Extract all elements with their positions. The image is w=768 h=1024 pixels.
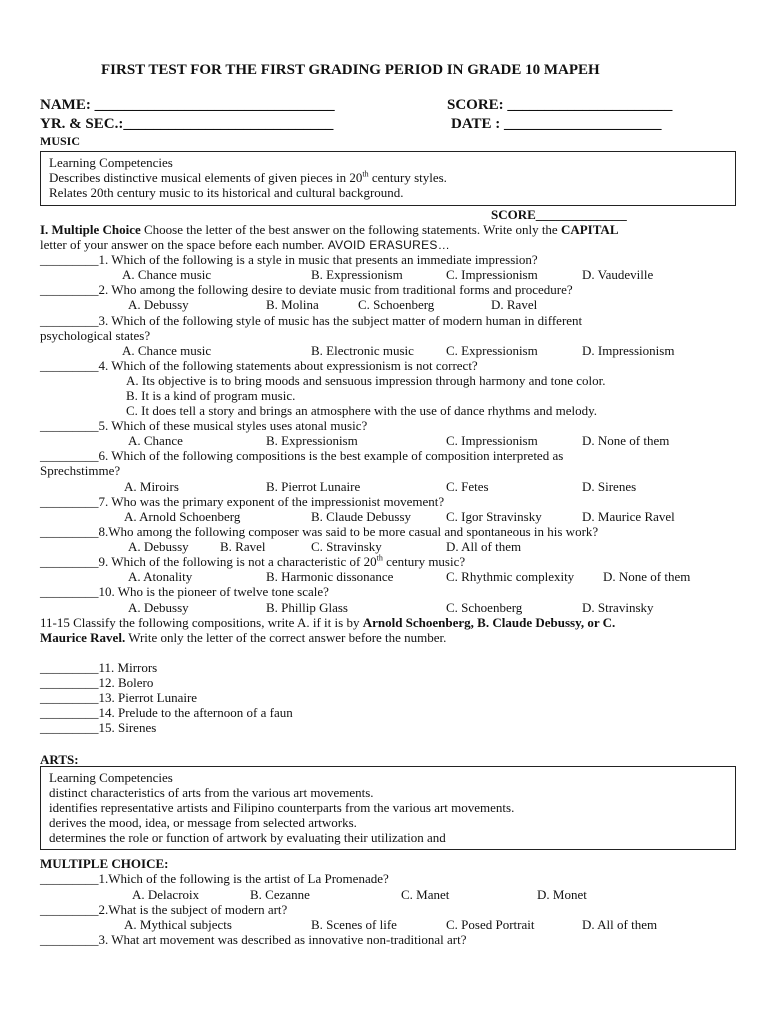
question-4: _________4. Which of the following statements about expressionism is not correct?: [40, 358, 478, 373]
competency-line: determines the role or function of artwork by evaluating their utilization and: [49, 830, 446, 845]
choice-b: B. Expressionism: [311, 267, 403, 282]
question-5: _________5. Which of these musical styles uses atonal music?: [40, 418, 368, 433]
instructions-cont: letter of your answer on the space before each number. AVOID ERASURES…: [40, 237, 450, 252]
classify-instructions: 11-15 Classify the following compositions, write A. if it is by Arnold Schoenberg, B. Claude Debussy, or C.: [40, 615, 616, 630]
choice-a: A. Chance music: [122, 267, 212, 282]
classify-item: _________11. Mirrors: [40, 660, 158, 675]
choice-c: C. Schoenberg: [358, 297, 435, 312]
choice-b: B. Ravel: [220, 539, 266, 554]
arts-mc-label: MULTIPLE CHOICE:: [40, 856, 169, 871]
choice-a: A. Debussy: [128, 600, 189, 615]
choice-c: C. Stravinsky: [311, 539, 382, 554]
question-9: _________9. Which of the following is not a characteristic of 20th century music?: [40, 553, 466, 569]
choice-d: D. Monet: [537, 887, 587, 902]
yr-sec-field[interactable]: YR. & SEC.:____________________________: [40, 116, 334, 132]
choice-c: C. Impressionism: [446, 433, 538, 448]
choice-b: B. Phillip Glass: [266, 600, 348, 615]
competencies-heading: Learning Competencies: [49, 155, 173, 170]
date-field[interactable]: DATE : _____________________: [451, 116, 662, 132]
choice-c: C. Expressionism: [446, 343, 538, 358]
question-3: _________3. Which of the following style of music has the subject matter of modern human in different: [40, 313, 583, 328]
choice-b: B. Expressionism: [266, 433, 358, 448]
question-6: _________6. Which of the following compositions is the best example of composition interpreted as: [40, 448, 564, 463]
choice-d: D. All of them: [582, 917, 658, 932]
instructions: I. Multiple Choice Choose the letter of the best answer on the following statements. Write only the CAPITAL: [40, 222, 619, 237]
choice-c: C. Impressionism: [446, 267, 538, 282]
choice-c: C. It does tell a story and brings an atmosphere with the use of dance rhythms and melody.: [126, 403, 598, 418]
choice-d: D. Impressionism: [582, 343, 675, 358]
score-line[interactable]: SCORE______________: [491, 207, 627, 222]
music-competencies-box: [40, 151, 736, 206]
name-field[interactable]: NAME: ________________________________: [40, 97, 335, 113]
choice-c: C. Posed Portrait: [446, 917, 535, 932]
choice-c: C. Rhythmic complexity: [446, 569, 575, 584]
choice-c: C. Schoenberg: [446, 600, 523, 615]
choice-b: B. Claude Debussy: [311, 509, 412, 524]
question-10: _________10. Who is the pioneer of twelve tone scale?: [40, 584, 329, 599]
choice-d: D. None of them: [603, 569, 691, 584]
choice-a: A. Miroirs: [124, 479, 179, 494]
question-3-cont: psychological states?: [40, 328, 151, 343]
arts-question-3: _________3. What art movement was described as innovative non-traditional art?: [40, 932, 467, 947]
score-field[interactable]: SCORE: ______________________: [447, 97, 673, 113]
classify-instructions-cont: Maurice Ravel. Write only the letter of the correct answer before the number.: [40, 630, 447, 645]
question-2: _________2. Who among the following desire to deviate music from traditional forms and procedure?: [40, 282, 573, 297]
competency-line: derives the mood, idea, or message from selected artworks.: [49, 815, 357, 830]
arts-section-label: ARTS:: [40, 752, 79, 767]
choice-a: A. Arnold Schoenberg: [124, 509, 241, 524]
choice-c: C. Fetes: [446, 479, 489, 494]
choice-b: B. Harmonic dissonance: [266, 569, 394, 584]
choice-a: A. Delacroix: [132, 887, 200, 902]
choice-c: C. Manet: [401, 887, 450, 902]
classify-item: _________15. Sirenes: [40, 720, 157, 735]
choice-b: B. It is a kind of program music.: [126, 388, 296, 403]
choice-a: A. Chance music: [122, 343, 212, 358]
arts-competencies-box: [40, 766, 736, 850]
choice-a: A. Debussy: [128, 539, 189, 554]
music-section-label: MUSIC: [40, 134, 81, 148]
choice-d: D. None of them: [582, 433, 670, 448]
choice-d: D. Maurice Ravel: [582, 509, 675, 524]
choice-d: D. Sirenes: [582, 479, 637, 494]
choice-b: B. Pierrot Lunaire: [266, 479, 361, 494]
question-7: _________7. Who was the primary exponent of the impressionist movement?: [40, 494, 445, 509]
choice-b: B. Scenes of life: [311, 917, 397, 932]
choice-b: B. Cezanne: [250, 887, 310, 902]
choice-d: D. All of them: [446, 539, 522, 554]
question-8: _________8.Who among the following composer was said to be more casual and spontaneous in his work?: [40, 524, 599, 539]
competency-line: Describes distinctive musical elements of given pieces in 20th century styles.: [49, 169, 447, 185]
competency-line: distinct characteristics of arts from the various art movements.: [49, 785, 374, 800]
page-title: FIRST TEST FOR THE FIRST GRADING PERIOD IN GRADE 10 MAPEH: [101, 62, 600, 78]
competencies-heading: Learning Competencies: [49, 770, 173, 785]
question-6-cont: Sprechstimme?: [40, 463, 121, 478]
arts-question-1: _________1.Which of the following is the artist of La Promenade?: [40, 871, 389, 886]
choice-a: A. Debussy: [128, 297, 189, 312]
choice-d: D. Vaudeville: [582, 267, 654, 282]
competency-line: identifies representative artists and Filipino counterparts from the various art movements.: [49, 800, 515, 815]
choice-b: B. Molina: [266, 297, 319, 312]
competency-line: Relates 20th century music to its historical and cultural background.: [49, 185, 404, 200]
question-1: _________1. Which of the following is a style in music that presents an immediate impression?: [40, 252, 538, 267]
choice-b: B. Electronic music: [311, 343, 414, 358]
classify-item: _________13. Pierrot Lunaire: [40, 690, 198, 705]
arts-question-2: _________2.What is the subject of modern art?: [40, 902, 288, 917]
choice-d: D. Stravinsky: [582, 600, 654, 615]
choice-a: A. Chance: [128, 433, 183, 448]
choice-a: A. Atonality: [128, 569, 193, 584]
choice-c: C. Igor Stravinsky: [446, 509, 542, 524]
choice-d: D. Ravel: [491, 297, 538, 312]
classify-item: _________14. Prelude to the afternoon of a faun: [40, 705, 293, 720]
choice-a: A. Its objective is to bring moods and sensuous impression through harmony and tone color.: [126, 373, 606, 388]
classify-item: _________12. Bolero: [40, 675, 154, 690]
choice-a: A. Mythical subjects: [124, 917, 232, 932]
